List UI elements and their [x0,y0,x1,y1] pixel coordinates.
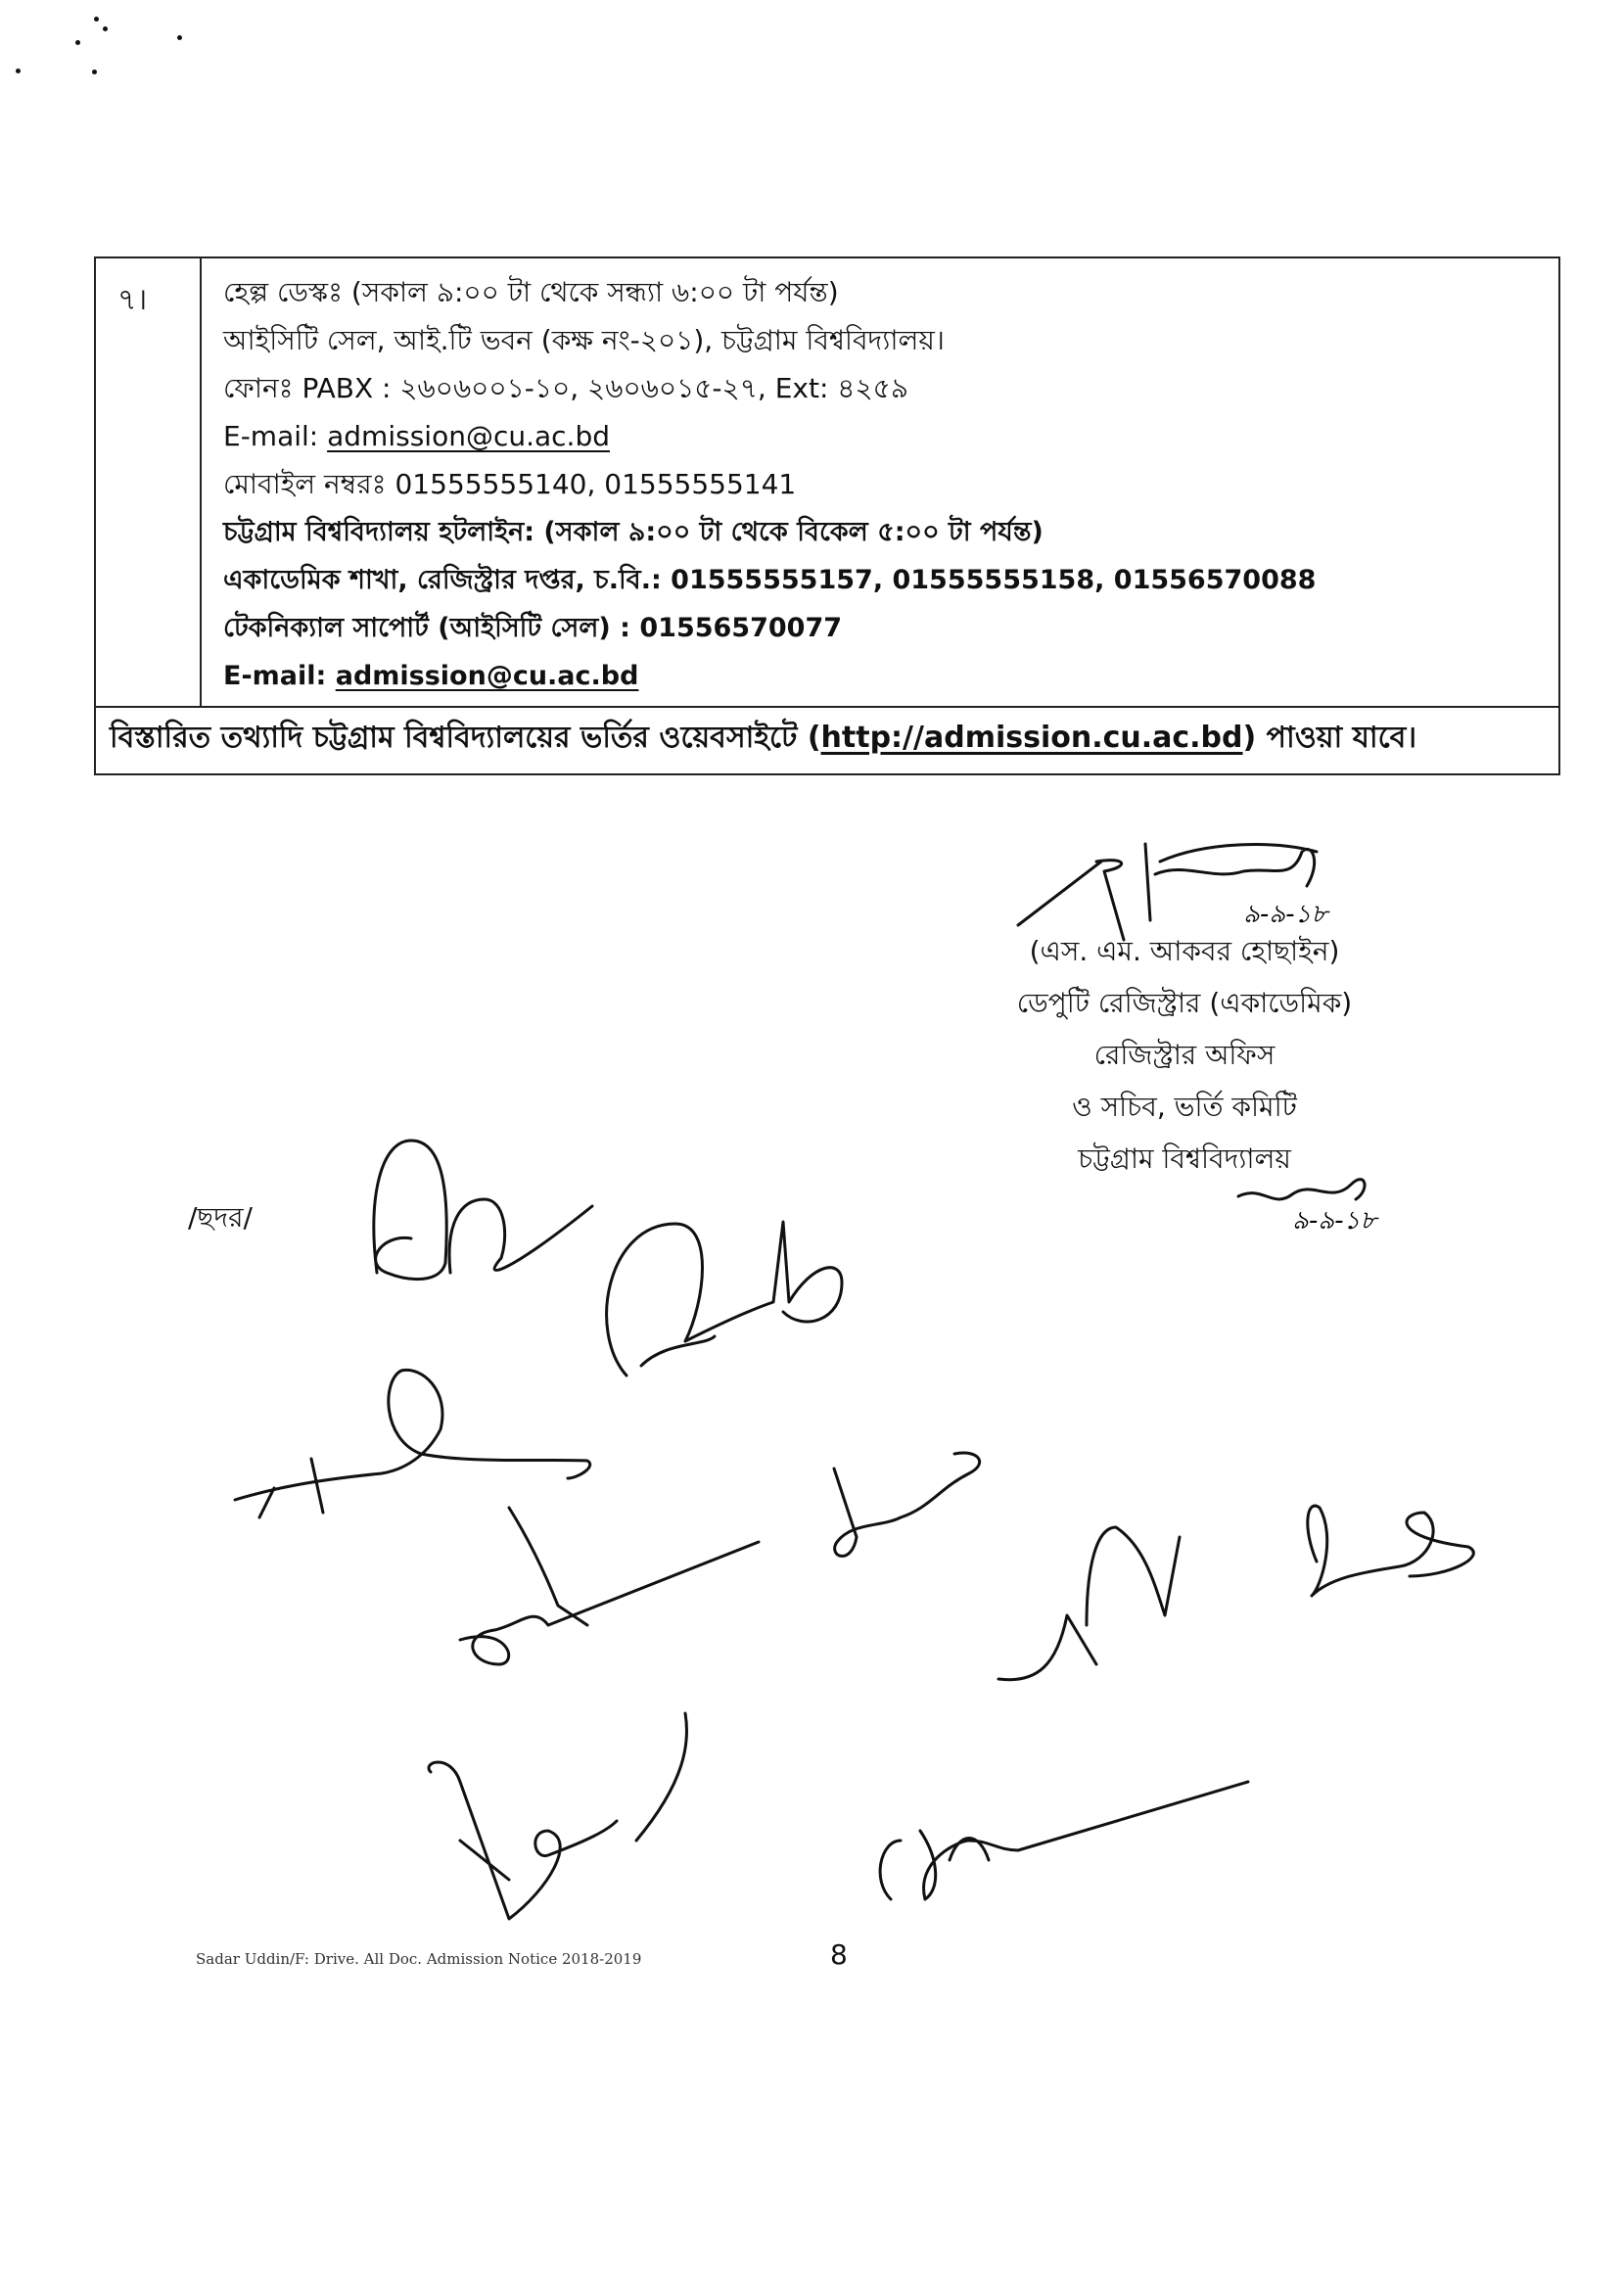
signatory-office: রেজিস্ট্রার অফিস [1093,1039,1276,1071]
page-number: 8 [830,1938,848,1971]
signature-8 [429,1713,687,1919]
help-desk-hours: হেল্প ডেস্কঃ (সকাল ৯:০০ টা থেকে সন্ধ্যা ৬:০০ টা পর্যন্ত) [223,276,839,308]
mobile-numbers: মোবাইল নম্বরঃ 01555555140, 01555555141 [223,468,797,500]
hotline-hours: চট্টগ্রাম বিশ্ববিদ্যালয় হটলাইন: (সকাল ৯:০০ টা থেকে বিকেল ৫:০০ টা পর্যন্ত) [223,517,1044,547]
signature-9 [880,1782,1248,1899]
signatory-institution: চট্টগ্রাম বিশ্ববিদ্যালয় [1078,1142,1291,1175]
email-label: E-mail: [223,661,336,691]
website-note-before: বিস্তারিত তথ্যাদি চট্টগ্রাম বিশ্ববিদ্যালয়ের ভর্তির ওয়েবসাইটে ( [110,721,821,755]
technical-support-phone: টেকনিক্যাল সাপোর্ট (আইসিটি সেল) : 01556570077 [223,613,843,643]
email-label: E-mail: [223,420,328,452]
signatory-title: ডেপুটি রেজিস্ট্রার (একাডেমিক) [1016,987,1353,1019]
signatory-role: ও সচিব, ভর্তি কমিটি [1072,1091,1297,1123]
signature-6 [998,1527,1180,1680]
initial-date: ৯-৯-১৮ [1292,1206,1377,1236]
signature-2 [607,1222,842,1376]
website-link[interactable]: http://admission.cu.ac.bd [820,721,1243,755]
email-link[interactable]: admission@cu.ac.bd [335,661,639,691]
website-note-after: ) পাওয়া যাবে। [1242,721,1417,755]
signatory-name: (এস. এম. আকবর হোছাইন) [1029,935,1340,967]
signature-date: ৯-৯-১৮ [1243,900,1328,929]
signatory-block [979,925,1390,1185]
signature-4 [460,1508,759,1664]
sadar-stamp: /ছদর/ [188,1201,253,1234]
signature-1 [374,1141,592,1280]
phone-pabx: ফোনঃ PABX : ২৬০৬০০১-১০, ২৬০৬০১৫-২৭, Ext: ৪২৫৯ [223,372,909,404]
signature-7 [1308,1506,1474,1596]
academic-branch-phones: একাডেমিক শাখা, রেজিস্ট্রার দপ্তর, চ.বি.: 01555555157, 01555555158, 01556570088 [223,565,1317,595]
signature-3 [235,1370,590,1517]
email-link[interactable]: admission@cu.ac.bd [327,420,610,452]
serial-number: ৭। [95,257,201,707]
help-desk-location: আইসিটি সেল, আই.টি ভবন (কক্ষ নং-২০১), চট্টগ্রাম বিশ্ববিদ্যালয়। [223,324,945,356]
signature-5 [834,1453,980,1556]
document-path: Sadar Uddin/F: Drive. All Doc. Admission Notice 2018-2019 [196,1950,642,1968]
